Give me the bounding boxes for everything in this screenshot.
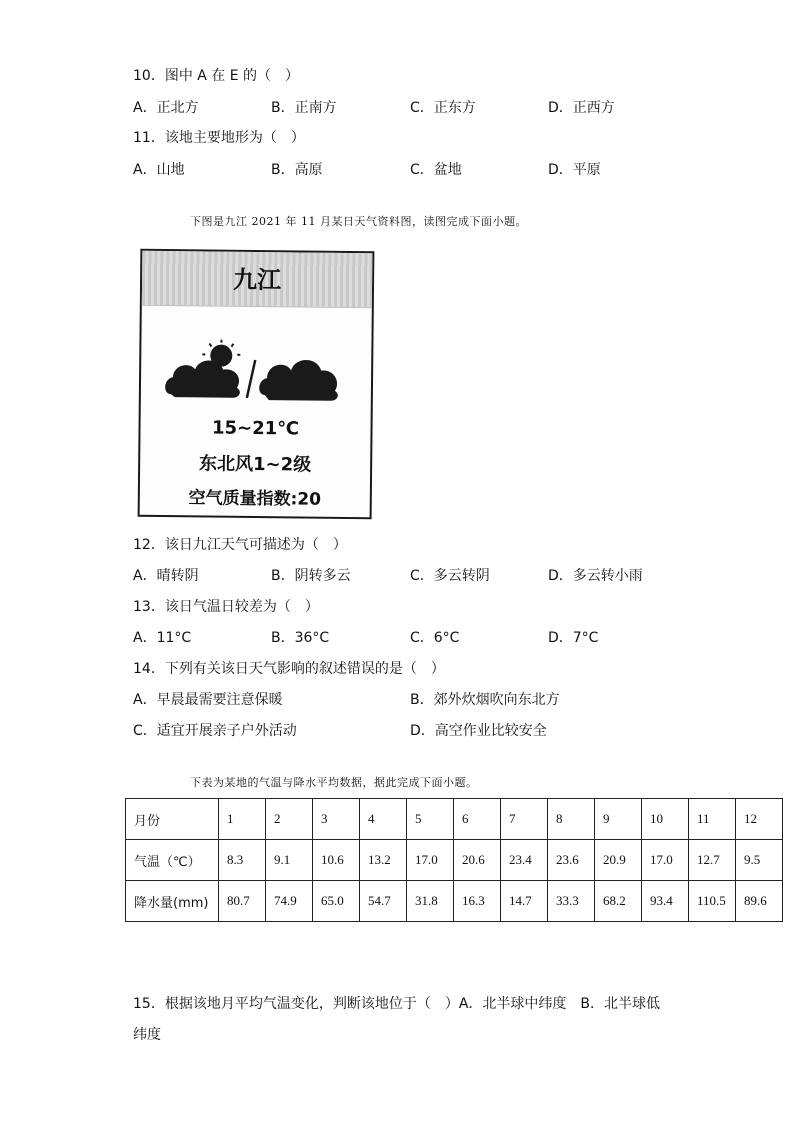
precipitation-cell: 68.2 bbox=[595, 881, 642, 922]
q11-option-b[interactable]: B．高原 bbox=[271, 162, 323, 178]
precipitation-cell: 54.7 bbox=[360, 881, 407, 922]
table-intro: 下表为某地的气温与降水平均数据，据此完成下面小题。 bbox=[190, 776, 478, 789]
table-row-precipitation bbox=[126, 881, 783, 922]
temperature-cell: 12.7 bbox=[689, 840, 736, 881]
weather-intro: 下图是九江 2021 年 11 月某日天气资料图，读图完成下面小题。 bbox=[190, 215, 527, 228]
temperature-cell: 9.5 bbox=[736, 840, 783, 881]
temperature-cell: 23.4 bbox=[501, 840, 548, 881]
question-14-stem: 14．下列有关该日天气影响的叙述错误的是（ ） bbox=[133, 661, 445, 677]
month-cell: 4 bbox=[360, 799, 407, 840]
partly-cloudy-icon bbox=[165, 339, 240, 398]
q13-option-c[interactable]: C．6°C bbox=[410, 630, 460, 646]
month-cell: 10 bbox=[642, 799, 689, 840]
question-15-line-2: 纬度 bbox=[133, 1027, 161, 1043]
precipitation-cell: 74.9 bbox=[266, 881, 313, 922]
precipitation-cell: 33.3 bbox=[548, 881, 595, 922]
month-cell: 5 bbox=[407, 799, 454, 840]
temperature-cell: 9.1 bbox=[266, 840, 313, 881]
q13-option-d[interactable]: D．7°C bbox=[548, 630, 599, 646]
temperature-cell: 10.6 bbox=[313, 840, 360, 881]
precipitation-cell: 89.6 bbox=[736, 881, 783, 922]
month-cell: 11 bbox=[689, 799, 736, 840]
month-cell: 2 bbox=[266, 799, 313, 840]
precipitation-cell: 31.8 bbox=[407, 881, 454, 922]
question-13-stem: 13．该日气温日较差为（ ） bbox=[133, 599, 319, 615]
precipitation-cell: 93.4 bbox=[642, 881, 689, 922]
weather-wind: 东北风1~2级 bbox=[198, 453, 312, 476]
weather-card bbox=[138, 249, 375, 519]
q14-option-d[interactable]: D．高空作业比较安全 bbox=[410, 723, 547, 739]
month-cell: 7 bbox=[501, 799, 548, 840]
q11-option-d[interactable]: D．平原 bbox=[548, 162, 601, 178]
precipitation-cell: 80.7 bbox=[219, 881, 266, 922]
q11-option-c[interactable]: C．盆地 bbox=[410, 162, 462, 178]
precipitation-cell: 65.0 bbox=[313, 881, 360, 922]
temperature-cell: 20.6 bbox=[454, 840, 501, 881]
table-header-label: 月份 bbox=[126, 799, 219, 840]
q10-option-b[interactable]: B．正南方 bbox=[271, 100, 337, 116]
question-12-stem: 12．该日九江天气可描述为（ ） bbox=[133, 537, 347, 553]
question-10-stem: 10．图中 A 在 E 的（ ） bbox=[133, 68, 300, 84]
question-11-stem: 11．该地主要地形为（ ） bbox=[133, 130, 305, 146]
weather-separator bbox=[247, 360, 255, 398]
table-row-months bbox=[126, 799, 783, 840]
q13-option-b[interactable]: B．36°C bbox=[271, 630, 330, 646]
q14-option-a[interactable]: A．早晨最需要注意保暖 bbox=[133, 692, 283, 708]
temperature-cell: 20.9 bbox=[595, 840, 642, 881]
precipitation-cell: 110.5 bbox=[689, 881, 736, 922]
q12-option-d[interactable]: D．多云转小雨 bbox=[548, 568, 643, 584]
q10-option-a[interactable]: A．正北方 bbox=[133, 100, 199, 116]
q12-option-a[interactable]: A．晴转阴 bbox=[133, 568, 199, 584]
weather-air-quality: 空气质量指数:20 bbox=[188, 488, 322, 510]
weather-temperature: 15~21℃ bbox=[211, 417, 300, 440]
q10-option-c[interactable]: C．正东方 bbox=[410, 100, 476, 116]
temperature-cell: 17.0 bbox=[407, 840, 454, 881]
weather-city: 九江 bbox=[232, 264, 282, 295]
month-cell: 1 bbox=[219, 799, 266, 840]
q14-option-c[interactable]: C．适宜开展亲子户外活动 bbox=[133, 723, 297, 739]
q11-option-a[interactable]: A．山地 bbox=[133, 162, 185, 178]
temperature-cell: 17.0 bbox=[642, 840, 689, 881]
precipitation-cell: 16.3 bbox=[454, 881, 501, 922]
temperature-cell: 23.6 bbox=[548, 840, 595, 881]
weather-icons bbox=[163, 339, 344, 411]
month-cell: 6 bbox=[454, 799, 501, 840]
q12-option-b[interactable]: B．阴转多云 bbox=[271, 568, 351, 584]
q13-option-a[interactable]: A．11°C bbox=[133, 630, 192, 646]
climate-table bbox=[125, 798, 783, 922]
temperature-cell: 8.3 bbox=[219, 840, 266, 881]
month-cell: 8 bbox=[548, 799, 595, 840]
precipitation-cell: 14.7 bbox=[501, 881, 548, 922]
precipitation-label: 降水量(mm) bbox=[126, 881, 219, 922]
cloudy-icon bbox=[259, 360, 338, 401]
temperature-cell: 13.2 bbox=[360, 840, 407, 881]
q12-option-c[interactable]: C．多云转阴 bbox=[410, 568, 490, 584]
month-cell: 12 bbox=[736, 799, 783, 840]
temperature-label: 气温（℃） bbox=[126, 840, 219, 881]
question-15-line-1: 15．根据该地月平均气温变化，判断该地位于（ ）A．北半球中纬度 B．北半球低 bbox=[133, 996, 660, 1012]
month-cell: 3 bbox=[313, 799, 360, 840]
month-cell: 9 bbox=[595, 799, 642, 840]
q10-option-d[interactable]: D．正西方 bbox=[548, 100, 615, 116]
table-row-temperature bbox=[126, 840, 783, 881]
q14-option-b[interactable]: B．郊外炊烟吹向东北方 bbox=[410, 692, 560, 708]
